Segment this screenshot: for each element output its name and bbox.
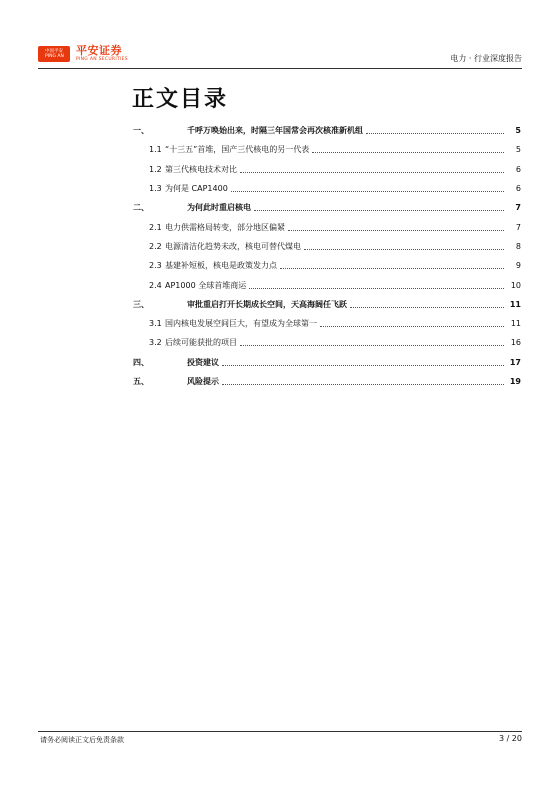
toc-entry-number: 2.1 [149,222,162,232]
toc-entry-title: 为何此时重启核电 [187,203,251,213]
disclaimer-note: 请务必阅读正文后免责条款 [40,736,124,744]
toc-entry-page: 5 [515,145,521,155]
toc-dot-leader [304,249,504,250]
toc-entry-page: 19 [509,377,521,386]
toc-entry-title: 基建补短板，核电是政策发力点 [165,261,277,271]
toc-entry-page: 10 [510,280,521,290]
report-type-label: 电力 · 行业深度报告 [450,54,522,63]
toc-section-entry[interactable] [133,160,521,179]
page-footer [38,731,522,748]
toc-entry-title: 风险提示 [187,377,219,386]
toc-chapter-entry[interactable] [133,372,521,391]
toc-entry-title: 千呼万唤始出来，时隔三年国常会再次核准新机组 [187,126,363,136]
page-header [38,44,522,69]
toc-entry-title: 后续可能获批的项目 [165,338,237,348]
logo-badge-line-2: PING AN [44,53,64,59]
toc-dot-leader [249,288,504,289]
toc-entry-title: 国内核电发展空间巨大，有望成为全球第一 [165,319,317,329]
toc-entry-number: 五、 [133,377,149,386]
toc-dot-leader [288,230,504,231]
toc-dot-leader [280,268,504,269]
toc-entry-number: 1.2 [149,164,162,174]
company-logo [38,44,128,64]
toc-entry-title: 审批重启打开长期成长空间，天高海阔任飞跃 [187,299,347,309]
toc-chapter-entry[interactable] [133,295,521,314]
table-of-contents [133,121,521,391]
toc-entry-page: 7 [515,203,521,213]
toc-entry-page: 17 [509,357,521,367]
logo-name-cn: 平安证券 [76,44,122,57]
toc-entry-number: 3.1 [149,319,162,329]
logo-badge [38,46,70,62]
toc-dot-leader [312,152,504,153]
toc-entry-number: 1.3 [149,184,162,194]
toc-dot-leader [222,365,504,366]
toc-entry-number: 1.1 [149,145,162,155]
toc-entry-number: 2.4 [149,280,162,290]
toc-section-entry[interactable] [133,140,521,159]
page-number: 3 / 20 [498,734,522,743]
page-title: 正文目录 [132,87,229,112]
logo-badge-line-1: 中国平安 [44,47,63,54]
toc-dot-leader [231,191,504,192]
toc-section-entry[interactable] [133,237,521,256]
toc-entry-number: 2.3 [149,261,162,271]
toc-entry-page: 11 [509,299,521,309]
toc-entry-page: 16 [510,338,521,348]
toc-entry-number: 3.2 [149,338,162,348]
toc-entry-page: 6 [515,164,521,174]
toc-chapter-entry[interactable] [133,198,521,217]
toc-entry-title: AP1000 全球首堆商运 [165,280,247,290]
toc-entry-title: 电力供需格局转变，部分地区偏紧 [165,222,285,232]
toc-entry-page: 11 [510,319,521,329]
toc-section-entry[interactable] [133,217,521,236]
toc-entry-title: “十三五”首堆，国产三代核电的另一代表 [165,145,310,155]
toc-dot-leader [240,345,504,346]
toc-entry-number: 2.2 [149,241,162,251]
toc-entry-title: 为何是 CAP1400 [165,184,228,194]
toc-entry-page: 7 [515,222,521,232]
toc-chapter-entry[interactable] [133,121,521,140]
toc-section-entry[interactable] [133,256,521,275]
toc-entry-number: 三、 [133,299,149,309]
toc-entry-page: 8 [515,241,521,251]
toc-entry-title: 投资建议 [187,357,219,367]
toc-section-entry[interactable] [133,275,521,294]
toc-entry-number: 四、 [133,357,149,367]
toc-entry-number: 二、 [133,203,149,213]
toc-entry-page: 6 [515,184,521,194]
toc-dot-leader [320,326,504,327]
toc-entry-page: 9 [515,261,521,271]
toc-entry-title: 第三代核电技术对比 [165,164,237,174]
toc-section-entry[interactable] [133,333,521,352]
toc-entry-number: 一、 [133,126,149,136]
toc-dot-leader [350,307,504,308]
toc-dot-leader [254,210,504,211]
toc-dot-leader [222,384,504,385]
toc-entry-title: 电源清洁化趋势未改，核电可替代煤电 [165,241,301,251]
toc-entry-page: 5 [515,126,521,136]
toc-section-entry[interactable] [133,179,521,198]
toc-dot-leader [366,133,504,134]
toc-section-entry[interactable] [133,314,521,333]
toc-dot-leader [240,172,504,173]
toc-chapter-entry[interactable] [133,353,521,372]
logo-name-en: PING AN SECURITIES [76,57,128,62]
